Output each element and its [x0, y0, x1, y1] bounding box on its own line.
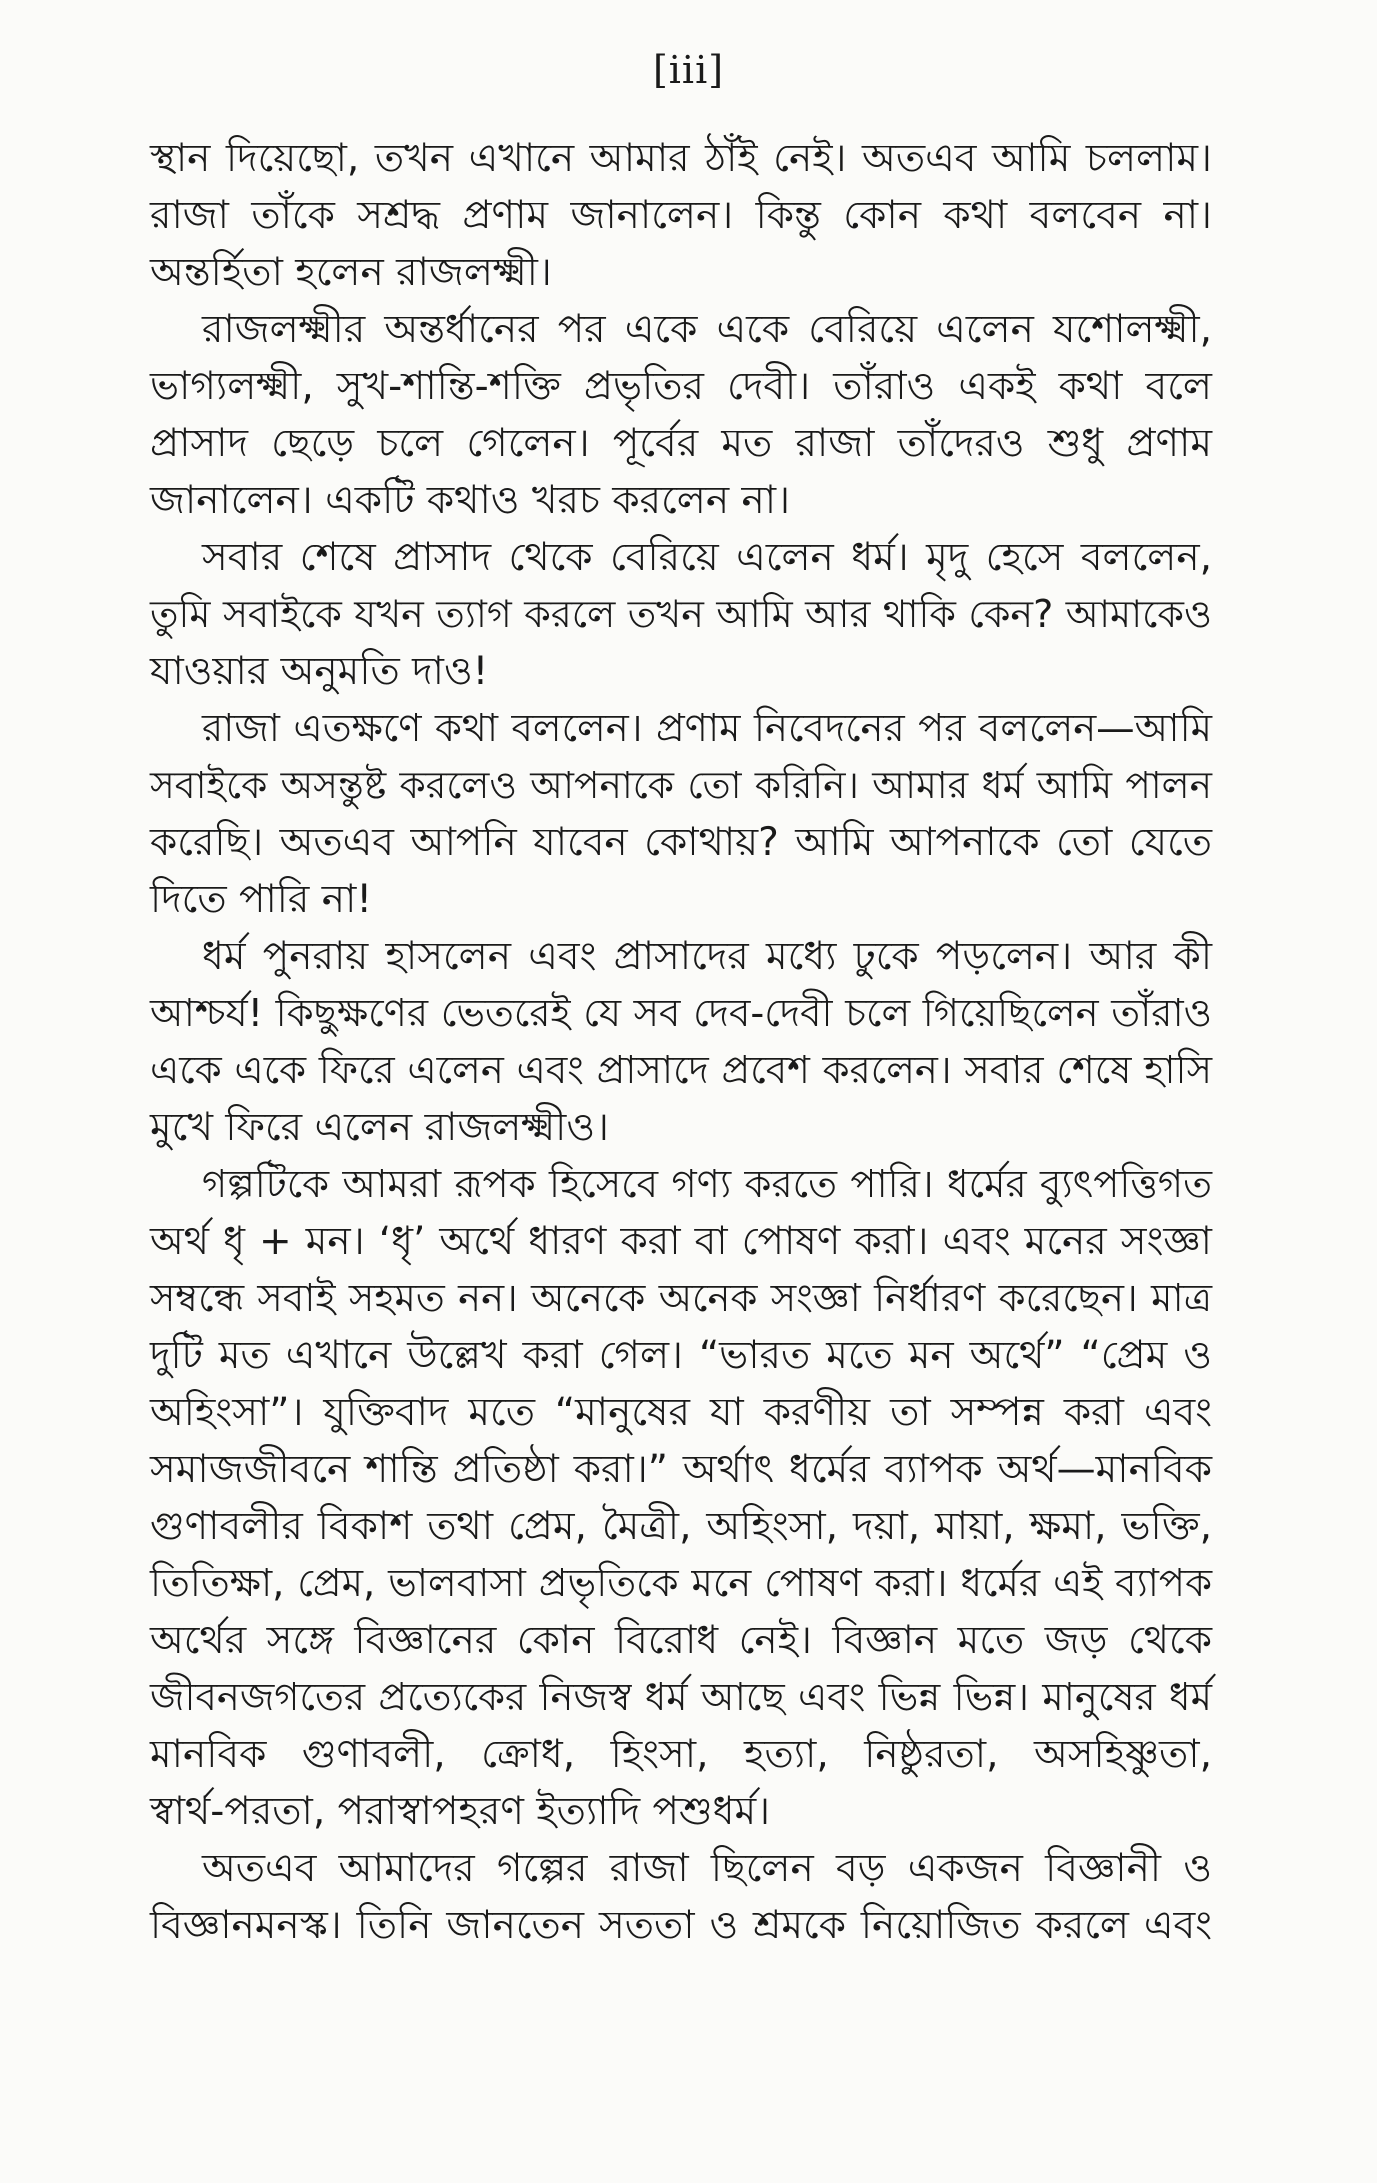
text-line: তুমি সবাইকে যখন ত্যাগ করলে তখন আমি আর থাকি কেন? আমাকেও: [150, 592, 1212, 636]
text-line: জানালেন। একটি কথাও খরচ করলেন না।: [150, 478, 791, 523]
paragraph: [150, 1840, 1212, 1954]
text-line: মানবিক গুণাবলী, ক্রোধ, হিংসা, হত্যা, নিষ্ঠুরতা, অসহিষ্ণুতা,: [150, 1732, 1212, 1777]
text-line: রাজলক্ষ্মীর অন্তর্ধানের পর একে একে বেরিয়ে এলেন যশোলক্ষ্মী,: [202, 307, 1212, 352]
body-text: [150, 130, 1212, 1954]
text-line: ভাগ্যলক্ষ্মী, সুখ-শান্তি-শক্তি প্রভৃতির দেবী। তাঁরাও একই কথা বলে: [150, 364, 1212, 409]
text-line: ধর্ম পুনরায় হাসলেন এবং প্রাসাদের মধ্যে ঢুকে পড়লেন। আর কী: [202, 934, 1212, 979]
text-line: অর্থ ধৃ + মন। ‘ধৃ’ অর্থে ধারণ করা বা পোষণ করা। এবং মনের সংজ্ঞা: [150, 1219, 1212, 1264]
text-line: দিতে পারি না!: [150, 877, 372, 922]
paragraph: [150, 1156, 1212, 1840]
text-line: মুখে ফিরে এলেন রাজলক্ষ্মীও।: [150, 1105, 609, 1150]
paragraph: [150, 130, 1212, 301]
text-line: স্বার্থ-পরতা, পরাস্বাপহরণ ইত্যাদি পশুধর্ম।: [150, 1789, 771, 1834]
paragraph: [150, 700, 1212, 928]
text-line: অতএব আমাদের গল্পের রাজা ছিলেন বড় একজন বিজ্ঞানী ও: [202, 1846, 1212, 1891]
text-line: প্রাসাদ ছেড়ে চলে গেলেন। পূর্বের মত রাজা তাঁদেরও শুধু প্রণাম: [150, 421, 1212, 466]
text-line: সবাইকে অসন্তুষ্ট করলেও আপনাকে তো করিনি। আমার ধর্ম আমি পালন: [150, 763, 1212, 807]
text-line: করেছি। অতএব আপনি যাবেন কোথায়? আমি আপনাকে তো যেতে: [150, 820, 1212, 865]
text-line: তিতিক্ষা, প্রেম, ভালবাসা প্রভৃতিকে মনে পোষণ করা। ধর্মের এই ব্যাপক: [150, 1561, 1212, 1606]
paragraph: [150, 529, 1212, 700]
text-line: একে একে ফিরে এলেন এবং প্রাসাদে প্রবেশ করলেন। সবার শেষে হাসি: [150, 1048, 1212, 1093]
text-line: জীবনজগতের প্রত্যেকের নিজস্ব ধর্ম আছে এবং ভিন্ন ভিন্ন। মানুষের ধর্ম: [150, 1675, 1212, 1720]
text-line: সবার শেষে প্রাসাদ থেকে বেরিয়ে এলেন ধর্ম। মৃদু হেসে বললেন,: [202, 535, 1212, 580]
text-line: অন্তর্হিতা হলেন রাজলক্ষ্মী।: [150, 250, 552, 295]
text-line: রাজা তাঁকে সশ্রদ্ধ প্রণাম জানালেন। কিন্তু কোন কথা বলবেন না।: [150, 193, 1212, 238]
text-line: আশ্চর্য! কিছুক্ষণের ভেতরেই যে সব দেব-দেবী চলে গিয়েছিলেন তাঁরাও: [150, 991, 1212, 1036]
paragraph: [150, 928, 1212, 1156]
text-line: বিজ্ঞানমনস্ক। তিনি জানতেন সততা ও শ্রমকে নিয়োজিত করলে এবং: [150, 1903, 1212, 1948]
text-line: সমাজজীবনে শান্তি প্রতিষ্ঠা করা।” অর্থাৎ ধর্মের ব্যাপক অর্থ—মানবিক: [150, 1447, 1212, 1492]
text-line: অহিংসা”। যুক্তিবাদ মতে “মানুষের যা করণীয় তা সম্পন্ন করা এবং: [150, 1390, 1212, 1435]
text-line: অর্থের সঙ্গে বিজ্ঞানের কোন বিরোধ নেই। বিজ্ঞান মতে জড় থেকে: [150, 1618, 1212, 1663]
text-line: রাজা এতক্ষণে কথা বললেন। প্রণাম নিবেদনের পর বললেন—আমি: [202, 706, 1212, 751]
text-line: স্থান দিয়েছো, তখন এখানে আমার ঠাঁই নেই। অতএব আমি চললাম।: [150, 136, 1212, 181]
text-line: গল্পটিকে আমরা রূপক হিসেবে গণ্য করতে পারি। ধর্মের ব্যুৎপত্তিগত: [202, 1162, 1212, 1207]
text-line: দুটি মত এখানে উল্লেখ করা গেল। “ভারত মতে মন অর্থে” “প্রেম ও: [150, 1333, 1212, 1378]
paragraph: [150, 301, 1212, 529]
text-line: সম্বন্ধে সবাই সহমত নন। অনেকে অনেক সংজ্ঞা নির্ধারণ করেছেন। মাত্র: [150, 1276, 1212, 1321]
text-line: গুণাবলীর বিকাশ তথা প্রেম, মৈত্রী, অহিংসা, দয়া, মায়া, ক্ষমা, ভক্তি,: [150, 1504, 1212, 1549]
text-line: যাওয়ার অনুমতি দাও!: [150, 649, 489, 694]
page-number: [iii]: [652, 48, 725, 92]
